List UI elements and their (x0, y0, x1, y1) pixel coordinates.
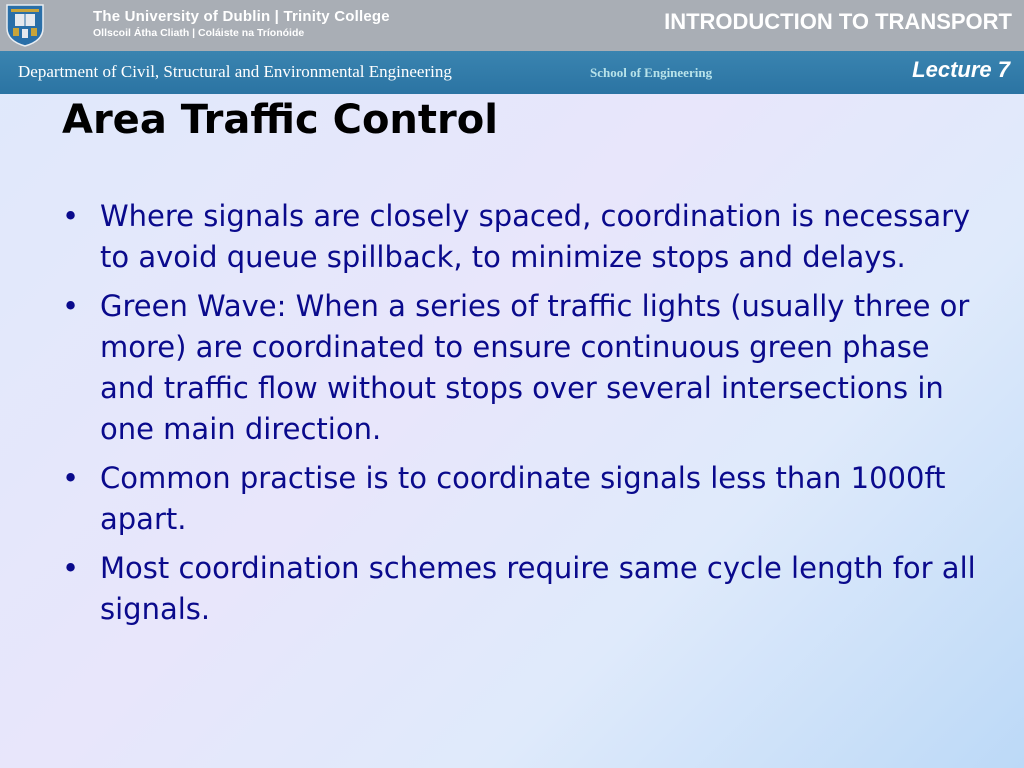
bullet-glyph: • (62, 289, 80, 323)
bullet-glyph: • (62, 199, 80, 233)
bullet-item (62, 458, 982, 540)
school-name: School of Engineering (590, 65, 713, 80)
university-name-irish: Ollscoil Átha Cliath | Coláiste na Tríonóide (93, 27, 305, 39)
lecture-label: Lecture 7 (912, 57, 1010, 82)
bullet-glyph: • (62, 551, 80, 585)
bullet-text: Common practise is to coordinate signals less than 1000ft apart. (100, 461, 946, 536)
course-title: INTRODUCTION TO TRANSPORT (664, 9, 1012, 34)
bullet-text: Most coordination schemes require same cycle length for all signals. (100, 551, 976, 626)
university-header-bar (0, 0, 1024, 51)
department-name: Department of Civil, Structural and Environmental Engineering (18, 62, 452, 81)
bullet-text: Green Wave: When a series of traffic lights (usually three or more) are coordinated to ensure continuous green phase and traffic flow without stops over several intersections in one main direction. (100, 289, 970, 446)
trinity-college-crest-icon (6, 4, 44, 47)
bullet-item (62, 196, 982, 278)
bullet-text: Where signals are closely spaced, coordination is necessary to avoid queue spillback, to minimize stops and delays. (100, 199, 971, 274)
university-name: The University of Dublin | Trinity College (93, 8, 390, 25)
bullet-glyph: • (62, 461, 80, 495)
bullet-list (62, 196, 982, 638)
bullet-item (62, 286, 982, 450)
department-bar (0, 51, 1024, 94)
slide-title: Area Traffic Control (62, 97, 498, 143)
bullet-item (62, 548, 982, 630)
